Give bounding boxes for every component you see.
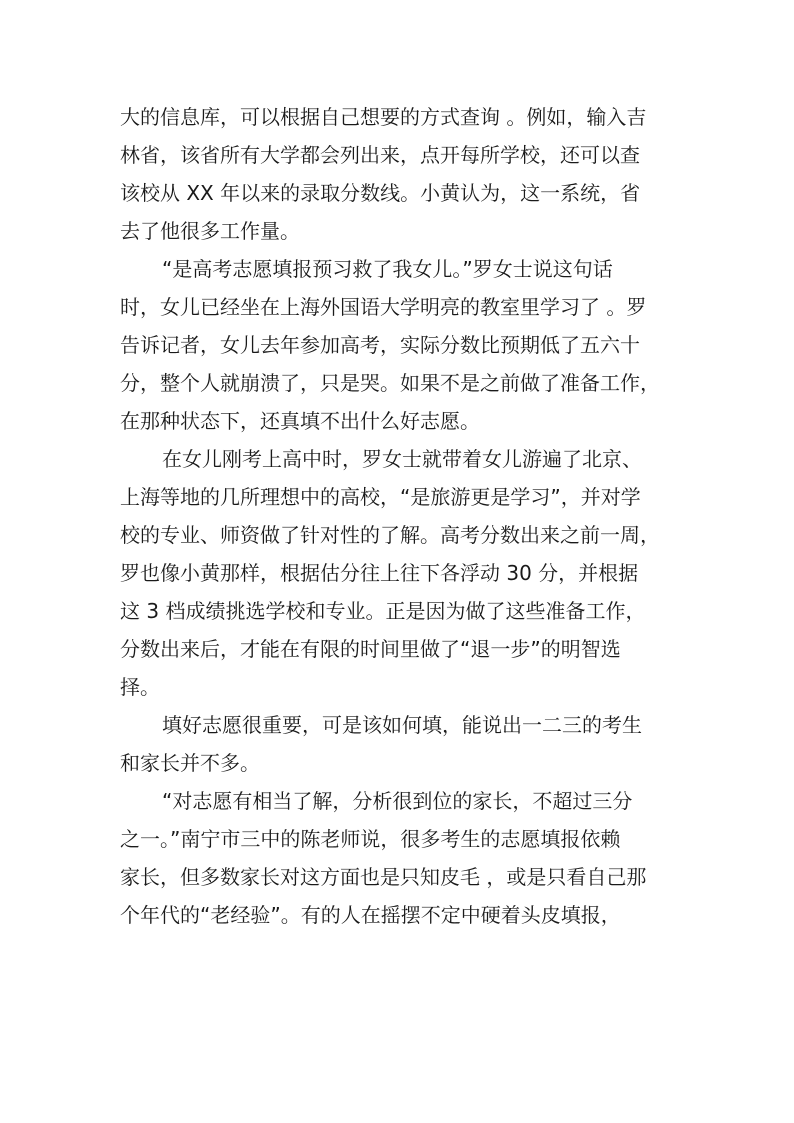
text-line: 去了他很多工作量。: [120, 219, 300, 243]
text-line: 个年代的“老经验”。有的人在摇摆不定中硬着头皮填报，: [120, 903, 621, 927]
text-line: 林省，该省所有大学都会列出来，点开每所学校，还可以查: [120, 143, 640, 167]
text-line: 择。: [120, 675, 160, 699]
text-line: 在女儿刚考上高中时，罗女士就带着女儿游遍了北京、: [162, 447, 642, 471]
document-body: [120, 98, 680, 934]
text-line: 时，女儿已经坐在上海外国语大学明亮的教室里学习了 。罗: [120, 295, 647, 319]
paragraph-4: [120, 706, 680, 782]
text-line: “对志愿有相当了解，分析很到位的家长，不超过三分: [162, 789, 633, 813]
paragraph-3: [120, 440, 680, 706]
text-line: 和家长并不多。: [120, 751, 260, 775]
text-line: 校的专业、师资做了针对性的了解。高考分数出来之前一周，: [120, 523, 660, 547]
text-line: 分数出来后，才能在有限的时间里做了“退一步”的明智选: [120, 637, 621, 661]
text-line: 罗也像小黄那样，根据估分往上往下各浮动 30 分，并根据: [120, 561, 639, 585]
text-line: 上海等地的几所理想中的高校，“是旅游更是学习”，并对学: [120, 485, 641, 509]
text-line: 大的信息库，可以根据自己想要的方式查询 。例如，输入吉: [120, 105, 647, 129]
text-line: 该校从 XX 年以来的录取分数线。小黄认为，这一系统，省: [120, 181, 641, 205]
text-line: 填好志愿很重要，可是该如何填，能说出一二三的考生: [162, 713, 642, 737]
paragraph-1: [120, 98, 680, 250]
text-line: 家长，但多数家长对这方面也是只知皮毛 ，或是只看自己那: [120, 865, 647, 889]
text-line: 在那种状态下，还真填不出什么好志愿。: [120, 409, 480, 433]
text-line: “是高考志愿填报预习救了我女儿。”罗女士说这句话: [162, 257, 613, 281]
text-line: 告诉记者，女儿去年参加高考，实际分数比预期低了五六十: [120, 333, 640, 357]
paragraph-5: [120, 782, 680, 934]
text-line: 之一。”南宁市三中的陈老师说，很多考生的志愿填报依赖: [120, 827, 621, 851]
paragraph-2: [120, 250, 680, 440]
text-line: 这 3 档成绩挑选学校和专业。正是因为做了这些准备工作，: [120, 599, 646, 623]
text-line: 分，整个人就崩溃了，只是哭。如果不是之前做了准备工作，: [120, 371, 660, 395]
